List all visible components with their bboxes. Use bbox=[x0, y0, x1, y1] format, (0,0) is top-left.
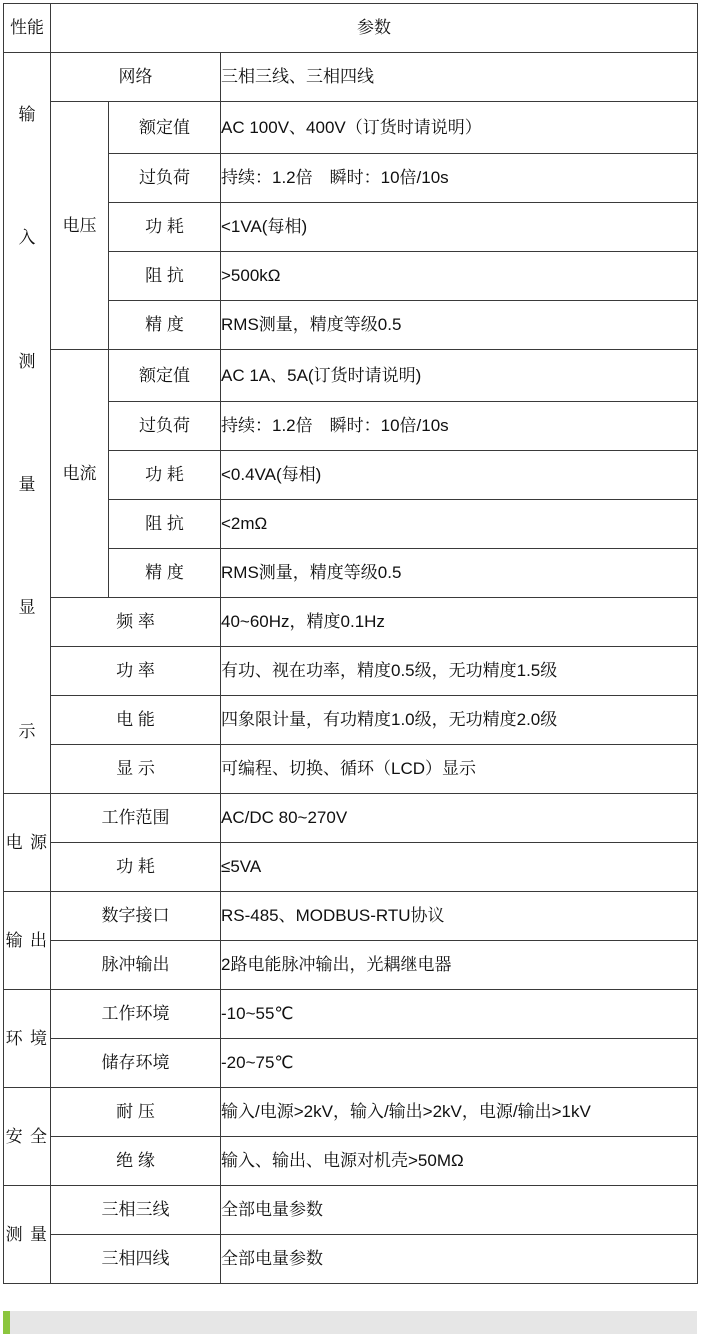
table-row bbox=[4, 1137, 698, 1186]
row-value-voltage-impedance: >500kΩ bbox=[221, 252, 698, 301]
row-value-current-accuracy: RMS测量，精度等级0.5 bbox=[221, 549, 698, 598]
table-row bbox=[4, 745, 698, 794]
table-row bbox=[4, 892, 698, 941]
table-row bbox=[4, 402, 698, 451]
row-label-current-impedance: 阻 抗 bbox=[109, 500, 221, 549]
specification-table bbox=[3, 3, 698, 1284]
table-row bbox=[4, 451, 698, 500]
row-value-energy: 四象限计量，有功精度1.0级，无功精度2.0级 bbox=[221, 696, 698, 745]
row-value-current-impedance: <2mΩ bbox=[221, 500, 698, 549]
row-value-current-consumption: <0.4VA(每相) bbox=[221, 451, 698, 500]
vertical-label-char: 示 bbox=[18, 721, 36, 741]
vertical-label-char: 入 bbox=[18, 228, 36, 248]
table-row bbox=[4, 350, 698, 402]
row-value-current-rated: AC 1A、5A(订货时请说明) bbox=[221, 350, 698, 402]
row-value-network: 三相三线、三相四线 bbox=[221, 53, 698, 102]
group-label-voltage: 电压 bbox=[51, 102, 109, 350]
row-label-voltage-overload: 过负荷 bbox=[109, 154, 221, 203]
footer-bar bbox=[3, 1311, 697, 1334]
row-label-current-rated: 额定值 bbox=[109, 350, 221, 402]
row-label-voltage-accuracy: 精 度 bbox=[109, 301, 221, 350]
table-row bbox=[4, 696, 698, 745]
row-label-voltage-impedance: 阻 抗 bbox=[109, 252, 221, 301]
row-value-digital-interface: RS-485、MODBUS-RTU协议 bbox=[221, 892, 698, 941]
row-label-current-overload: 过负荷 bbox=[109, 402, 221, 451]
row-label-network: 网络 bbox=[51, 53, 221, 102]
row-label-energy: 电 能 bbox=[51, 696, 221, 745]
group-label-current: 电流 bbox=[51, 350, 109, 598]
row-value-voltage-consumption: <1VA(每相) bbox=[221, 203, 698, 252]
table-row bbox=[4, 1088, 698, 1137]
table-header-row bbox=[4, 4, 698, 53]
table-row bbox=[4, 598, 698, 647]
row-value-pulse-output: 2路电能脉冲输出，光耦继电器 bbox=[221, 941, 698, 990]
table-row bbox=[4, 647, 698, 696]
row-label-pulse-output: 脉冲输出 bbox=[51, 941, 221, 990]
vertical-label-char: 显 bbox=[18, 598, 36, 618]
table-row bbox=[4, 301, 698, 350]
row-label-digital-interface: 数字接口 bbox=[51, 892, 221, 941]
row-value-withstand-voltage: 输入/电源>2kV，输入/输出>2kV，电源/输出>1kV bbox=[221, 1088, 698, 1137]
section-label-safety: 安 全 bbox=[4, 1088, 51, 1186]
section-label-power-supply: 电 源 bbox=[4, 794, 51, 892]
table-row bbox=[4, 1186, 698, 1235]
vertical-label-char: 输 bbox=[18, 105, 36, 125]
row-label-power: 功 率 bbox=[51, 647, 221, 696]
vertical-label-char: 量 bbox=[18, 475, 36, 495]
row-label-working-range: 工作范围 bbox=[51, 794, 221, 843]
section-label-output: 输 出 bbox=[4, 892, 51, 990]
vertical-label-char: 测 bbox=[18, 351, 36, 371]
row-value-insulation: 输入、输出、电源对机壳>50MΩ bbox=[221, 1137, 698, 1186]
row-label-withstand-voltage: 耐 压 bbox=[51, 1088, 221, 1137]
row-label-three-phase-four-wire: 三相四线 bbox=[51, 1235, 221, 1284]
section-label-environment: 环 境 bbox=[4, 990, 51, 1088]
table-row bbox=[4, 203, 698, 252]
row-value-three-phase-three-wire: 全部电量参数 bbox=[221, 1186, 698, 1235]
section-label-input-measure-display bbox=[4, 53, 51, 794]
row-label-current-accuracy: 精 度 bbox=[109, 549, 221, 598]
row-value-current-overload: 持续：1.2倍 瞬时：10倍/10s bbox=[221, 402, 698, 451]
row-value-voltage-overload: 持续：1.2倍 瞬时：10倍/10s bbox=[221, 154, 698, 203]
row-value-display: 可编程、切换、循环（LCD）显示 bbox=[221, 745, 698, 794]
table-row bbox=[4, 252, 698, 301]
row-label-insulation: 绝 缘 bbox=[51, 1137, 221, 1186]
table-row bbox=[4, 1039, 698, 1088]
header-performance: 性能 bbox=[4, 4, 51, 53]
row-value-storage-environment: -20~75℃ bbox=[221, 1039, 698, 1088]
row-label-storage-environment: 储存环境 bbox=[51, 1039, 221, 1088]
row-value-voltage-accuracy: RMS测量，精度等级0.5 bbox=[221, 301, 698, 350]
table-row bbox=[4, 843, 698, 892]
row-label-operating-environment: 工作环境 bbox=[51, 990, 221, 1039]
table-row bbox=[4, 102, 698, 154]
table-row bbox=[4, 990, 698, 1039]
table-row bbox=[4, 941, 698, 990]
row-value-three-phase-four-wire: 全部电量参数 bbox=[221, 1235, 698, 1284]
row-value-frequency: 40~60Hz，精度0.1Hz bbox=[221, 598, 698, 647]
header-parameter: 参数 bbox=[51, 4, 698, 53]
footer-accent-marker bbox=[3, 1311, 10, 1334]
row-label-display: 显 示 bbox=[51, 745, 221, 794]
table-row bbox=[4, 53, 698, 102]
row-value-power: 有功、视在功率，精度0.5级，无功精度1.5级 bbox=[221, 647, 698, 696]
row-value-operating-environment: -10~55℃ bbox=[221, 990, 698, 1039]
table-row bbox=[4, 154, 698, 203]
row-value-supply-consumption: ≤5VA bbox=[221, 843, 698, 892]
row-value-working-range: AC/DC 80~270V bbox=[221, 794, 698, 843]
row-label-current-consumption: 功 耗 bbox=[109, 451, 221, 500]
row-value-voltage-rated: AC 100V、400V（订货时请说明） bbox=[221, 102, 698, 154]
row-label-voltage-rated: 额定值 bbox=[109, 102, 221, 154]
table-row bbox=[4, 1235, 698, 1284]
row-label-three-phase-three-wire: 三相三线 bbox=[51, 1186, 221, 1235]
table-row bbox=[4, 794, 698, 843]
row-label-supply-consumption: 功 耗 bbox=[51, 843, 221, 892]
table-row bbox=[4, 549, 698, 598]
section-label-measurement: 测 量 bbox=[4, 1186, 51, 1284]
table-row bbox=[4, 500, 698, 549]
row-label-frequency: 频 率 bbox=[51, 598, 221, 647]
row-label-voltage-consumption: 功 耗 bbox=[109, 203, 221, 252]
